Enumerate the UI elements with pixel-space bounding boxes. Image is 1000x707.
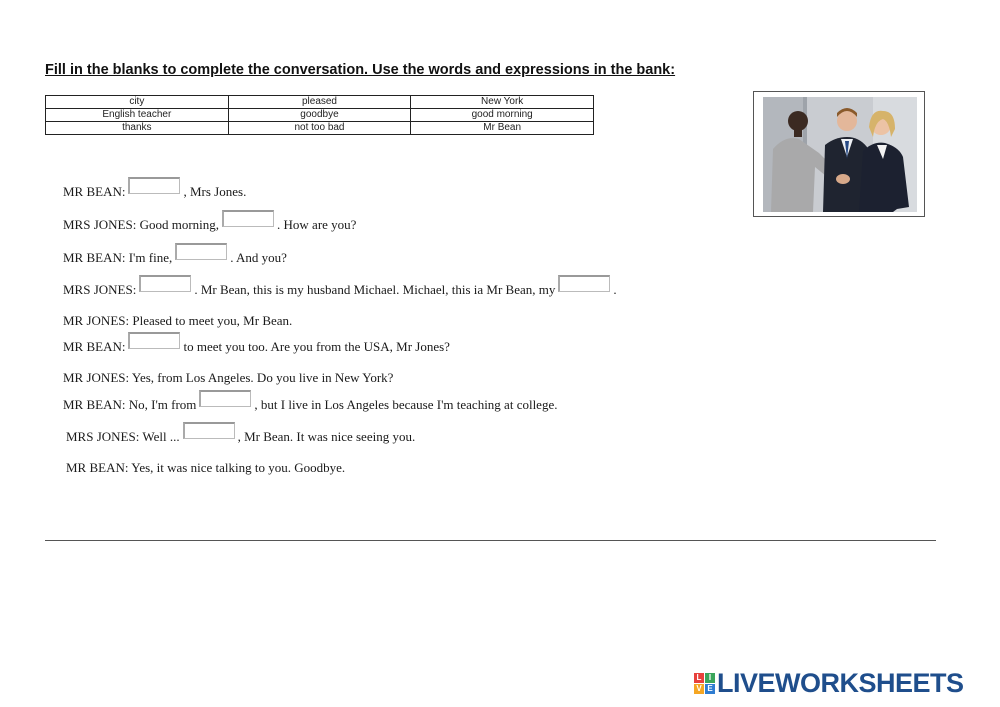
dialogue-text: MR JONES: Yes, from Los Angeles. Do you live in New York?: [63, 370, 394, 385]
word-bank-cell: Mr Bean: [411, 122, 594, 135]
answer-blank-2[interactable]: [222, 210, 274, 227]
dialogue-line-1: [63, 183, 246, 200]
dialogue-line-8: [63, 396, 557, 413]
word-bank-cell: not too bad: [228, 122, 411, 135]
word-bank-cell: New York: [411, 96, 594, 109]
dialogue-text: MR BEAN: No, I'm from: [63, 397, 197, 412]
dialogue-line-3: [63, 249, 287, 266]
liveworksheets-logo: [694, 668, 964, 699]
dialogue-text: MRS JONES: Good morning,: [63, 217, 220, 232]
dialogue-line-6: [63, 338, 450, 355]
dialogue-line-10: [66, 460, 345, 476]
answer-blank-5[interactable]: [558, 275, 610, 292]
dialogue-text: .: [613, 282, 617, 297]
logo-letter: V: [694, 684, 704, 694]
word-bank-table: [45, 95, 594, 135]
logo-letter: I: [705, 673, 715, 683]
dialogue-line-4: [63, 281, 617, 298]
dialogue-line-2: [63, 216, 356, 233]
dialogue-text: , Mrs Jones.: [183, 184, 247, 199]
word-bank-cell: city: [46, 96, 229, 109]
word-bank-cell: pleased: [228, 96, 411, 109]
dialogue-text: MR BEAN: I'm fine,: [63, 250, 173, 265]
dialogue-text: MRS JONES:: [63, 282, 137, 297]
dialogue-text: MRS JONES: Well ...: [66, 429, 180, 444]
dialogue-line-5: [63, 313, 292, 329]
word-bank-cell: goodbye: [228, 109, 411, 122]
business-handshake-photo: [763, 97, 917, 212]
answer-blank-8[interactable]: [183, 422, 235, 439]
word-bank-row: [46, 109, 594, 122]
dialogue-text: , but I live in Los Angeles because I'm teaching at college.: [254, 397, 558, 412]
instruction-heading: Fill in the blanks to complete the conversation. Use the words and expressions in the bank:: [45, 62, 676, 78]
answer-blank-4[interactable]: [139, 275, 191, 292]
dialogue-text: . How are you?: [277, 217, 357, 232]
logo-letter: E: [705, 684, 715, 694]
word-bank-row: [46, 122, 594, 135]
dialogue-text: MR BEAN:: [63, 184, 126, 199]
word-bank-cell: English teacher: [46, 109, 229, 122]
answer-blank-3[interactable]: [175, 243, 227, 260]
dialogue-text: . And you?: [230, 250, 287, 265]
divider-line: [45, 540, 936, 541]
word-bank-cell: good morning: [411, 109, 594, 122]
word-bank-cell: thanks: [46, 122, 229, 135]
photo-frame: [753, 91, 925, 217]
answer-blank-6[interactable]: [128, 332, 180, 349]
dialogue-line-7: [63, 370, 393, 386]
dialogue-line-9: [66, 428, 415, 445]
dialogue-text: MR BEAN:: [63, 339, 126, 354]
word-bank-row: [46, 96, 594, 109]
dialogue-text: MR JONES: Pleased to meet you, Mr Bean.: [63, 313, 293, 328]
answer-blank-1[interactable]: [128, 177, 180, 194]
dialogue-text: MR BEAN: Yes, it was nice talking to you. Goodbye.: [66, 460, 346, 475]
logo-text: LIVEWORKSHEETS: [717, 668, 964, 698]
answer-blank-7[interactable]: [199, 390, 251, 407]
logo-icon: [694, 673, 715, 694]
dialogue-text: to meet you too. Are you from the USA, Mr Jones?: [183, 339, 450, 354]
dialogue-text: . Mr Bean, this is my husband Michael. Michael, this ia Mr Bean, my: [194, 282, 556, 297]
logo-letter: L: [694, 673, 704, 683]
dialogue-text: , Mr Bean. It was nice seeing you.: [237, 429, 416, 444]
